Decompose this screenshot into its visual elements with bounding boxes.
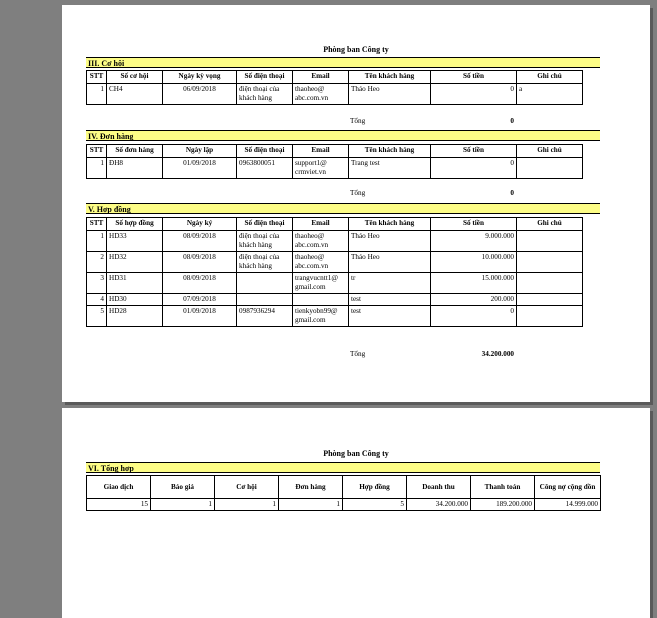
table-cell: 2 xyxy=(87,252,107,273)
table-cell: 5 xyxy=(87,306,107,327)
table-cell xyxy=(517,273,583,294)
column-header: STT xyxy=(87,71,107,84)
table-cell: 10.000.000 xyxy=(431,252,517,273)
table-cell: 0 xyxy=(431,84,517,105)
column-header: Số tiền xyxy=(431,218,517,231)
table-header-row xyxy=(87,476,601,499)
table-cell xyxy=(293,294,349,306)
column-header: Email xyxy=(293,145,349,158)
column-header: STT xyxy=(87,145,107,158)
report-page-1 xyxy=(62,5,650,402)
table-cell: Tháo Heo xyxy=(349,231,431,252)
column-header: Số hợp đồng xyxy=(107,218,163,231)
column-header: Ngày ký xyxy=(163,218,237,231)
table-row xyxy=(87,84,583,105)
table-row xyxy=(87,306,583,327)
table-cell: thaoheo@ abc.com.vn xyxy=(293,231,349,252)
table-cell: trangvucntt1@ gmail.com xyxy=(293,273,349,294)
column-header: Số điện thoại xyxy=(237,145,293,158)
table-cell: Trang test xyxy=(349,158,431,179)
table-header-row xyxy=(87,145,583,158)
section-summary-title: VI. Tổng hợp xyxy=(86,462,600,473)
table-cell: điện thoại của khách hàng xyxy=(237,252,293,273)
table-cell: 3 xyxy=(87,273,107,294)
summary-table xyxy=(86,475,601,511)
summary-value-cell: 15 xyxy=(87,499,151,511)
opportunities-table xyxy=(86,70,583,105)
table-cell: test xyxy=(349,294,431,306)
table-cell xyxy=(517,252,583,273)
column-header: Ghi chú xyxy=(517,218,583,231)
section-orders-title: IV. Đơn hàng xyxy=(86,130,600,141)
column-header: Số tiền xyxy=(431,145,517,158)
column-header: STT xyxy=(87,218,107,231)
column-header: Ghi chú xyxy=(517,145,583,158)
table-cell xyxy=(517,294,583,306)
table-cell: 9.000.000 xyxy=(431,231,517,252)
column-header: Số điện thoại xyxy=(237,218,293,231)
table-cell: 01/09/2018 xyxy=(163,306,237,327)
column-header: Doanh thu xyxy=(407,476,471,499)
table-cell xyxy=(237,294,293,306)
column-header: Ghi chú xyxy=(517,71,583,84)
column-header: Tên khách hàng xyxy=(349,71,431,84)
column-header: Tên khách hàng xyxy=(349,145,431,158)
table-header-row xyxy=(87,71,583,84)
section-contracts-title: V. Hợp đồng xyxy=(86,203,600,214)
table-cell: 0 xyxy=(431,306,517,327)
table-row xyxy=(87,252,583,273)
table-cell: HD30 xyxy=(107,294,163,306)
table-row xyxy=(87,158,583,179)
table-cell: HD28 xyxy=(107,306,163,327)
column-header: Số điện thoại xyxy=(237,71,293,84)
table-cell: tienkyobn99@ gmail.com xyxy=(293,306,349,327)
column-header: Số cơ hội xyxy=(107,71,163,84)
summary-value-cell: 1 xyxy=(215,499,279,511)
table-cell: thaoheo@ abc.com.vn xyxy=(293,84,349,105)
opportunities-total-value: 0 xyxy=(510,117,514,125)
section-opportunities-title: III. Cơ hội xyxy=(86,57,600,68)
table-cell: test xyxy=(349,306,431,327)
summary-value-cell: 1 xyxy=(151,499,215,511)
contracts-table xyxy=(86,217,583,327)
column-header: Hợp đồng xyxy=(343,476,407,499)
column-header: Đơn hàng xyxy=(279,476,343,499)
table-cell: 15.000.000 xyxy=(431,273,517,294)
orders-table xyxy=(86,144,583,179)
table-cell: 07/09/2018 xyxy=(163,294,237,306)
table-cell: HD32 xyxy=(107,252,163,273)
table-cell: CH4 xyxy=(107,84,163,105)
table-row xyxy=(87,273,583,294)
table-cell: 1 xyxy=(87,158,107,179)
table-cell: Tháo Heo xyxy=(349,252,431,273)
column-header: Ngày lập xyxy=(163,145,237,158)
table-header-row xyxy=(87,218,583,231)
column-header: Công nợ cộng dồn xyxy=(535,476,601,499)
table-cell xyxy=(517,306,583,327)
summary-value-cell: 189.200.000 xyxy=(471,499,535,511)
column-header: Báo giá xyxy=(151,476,215,499)
column-header: Ngày kỳ vọng xyxy=(163,71,237,84)
summary-value-cell: 34.200.000 xyxy=(407,499,471,511)
table-cell xyxy=(517,158,583,179)
opportunities-total-label: Tổng xyxy=(350,117,366,125)
table-cell: 200.000 xyxy=(431,294,517,306)
table-cell: support1@ crmviet.vn xyxy=(293,158,349,179)
table-cell: Tháo Heo xyxy=(349,84,431,105)
table-cell: ĐH8 xyxy=(107,158,163,179)
column-header: Giao dịch xyxy=(87,476,151,499)
table-cell: 1 xyxy=(87,231,107,252)
summary-value-cell: 1 xyxy=(279,499,343,511)
table-cell: 0963800051 xyxy=(237,158,293,179)
table-cell: 1 xyxy=(87,84,107,105)
table-cell: 4 xyxy=(87,294,107,306)
table-cell: 01/09/2018 xyxy=(163,158,237,179)
column-header: Tên khách hàng xyxy=(349,218,431,231)
table-cell xyxy=(237,273,293,294)
table-cell: 08/09/2018 xyxy=(163,231,237,252)
table-cell: 06/09/2018 xyxy=(163,84,237,105)
table-cell: 0987936294 xyxy=(237,306,293,327)
summary-value-cell: 14.999.000 xyxy=(535,499,601,511)
column-header: Cơ hội xyxy=(215,476,279,499)
table-cell: 0 xyxy=(431,158,517,179)
column-header: Email xyxy=(293,218,349,231)
column-header: Số đơn hàng xyxy=(107,145,163,158)
table-cell: tr xyxy=(349,273,431,294)
company-title: Phòng ban Công ty xyxy=(323,449,389,458)
column-header: Thanh toán xyxy=(471,476,535,499)
table-cell: a xyxy=(517,84,583,105)
table-row xyxy=(87,499,601,511)
table-cell: 08/09/2018 xyxy=(163,252,237,273)
table-cell xyxy=(517,231,583,252)
table-cell: điện thoại của khách hàng xyxy=(237,84,293,105)
column-header: Số tiền xyxy=(431,71,517,84)
summary-value-cell: 5 xyxy=(343,499,407,511)
table-row xyxy=(87,294,583,306)
table-cell: thaoheo@ abc.com.vn xyxy=(293,252,349,273)
column-header: Email xyxy=(293,71,349,84)
report-page-2 xyxy=(62,408,650,618)
orders-total-label: Tổng xyxy=(350,189,366,197)
table-cell: HD33 xyxy=(107,231,163,252)
table-cell: HD31 xyxy=(107,273,163,294)
contracts-total-value: 34.200.000 xyxy=(481,350,514,358)
table-row xyxy=(87,231,583,252)
contracts-total-label: Tổng xyxy=(350,350,366,358)
orders-total-value: 0 xyxy=(510,189,514,197)
company-title: Phòng ban Công ty xyxy=(323,45,389,54)
table-cell: điện thoại của khách hàng xyxy=(237,231,293,252)
table-cell: 08/09/2018 xyxy=(163,273,237,294)
